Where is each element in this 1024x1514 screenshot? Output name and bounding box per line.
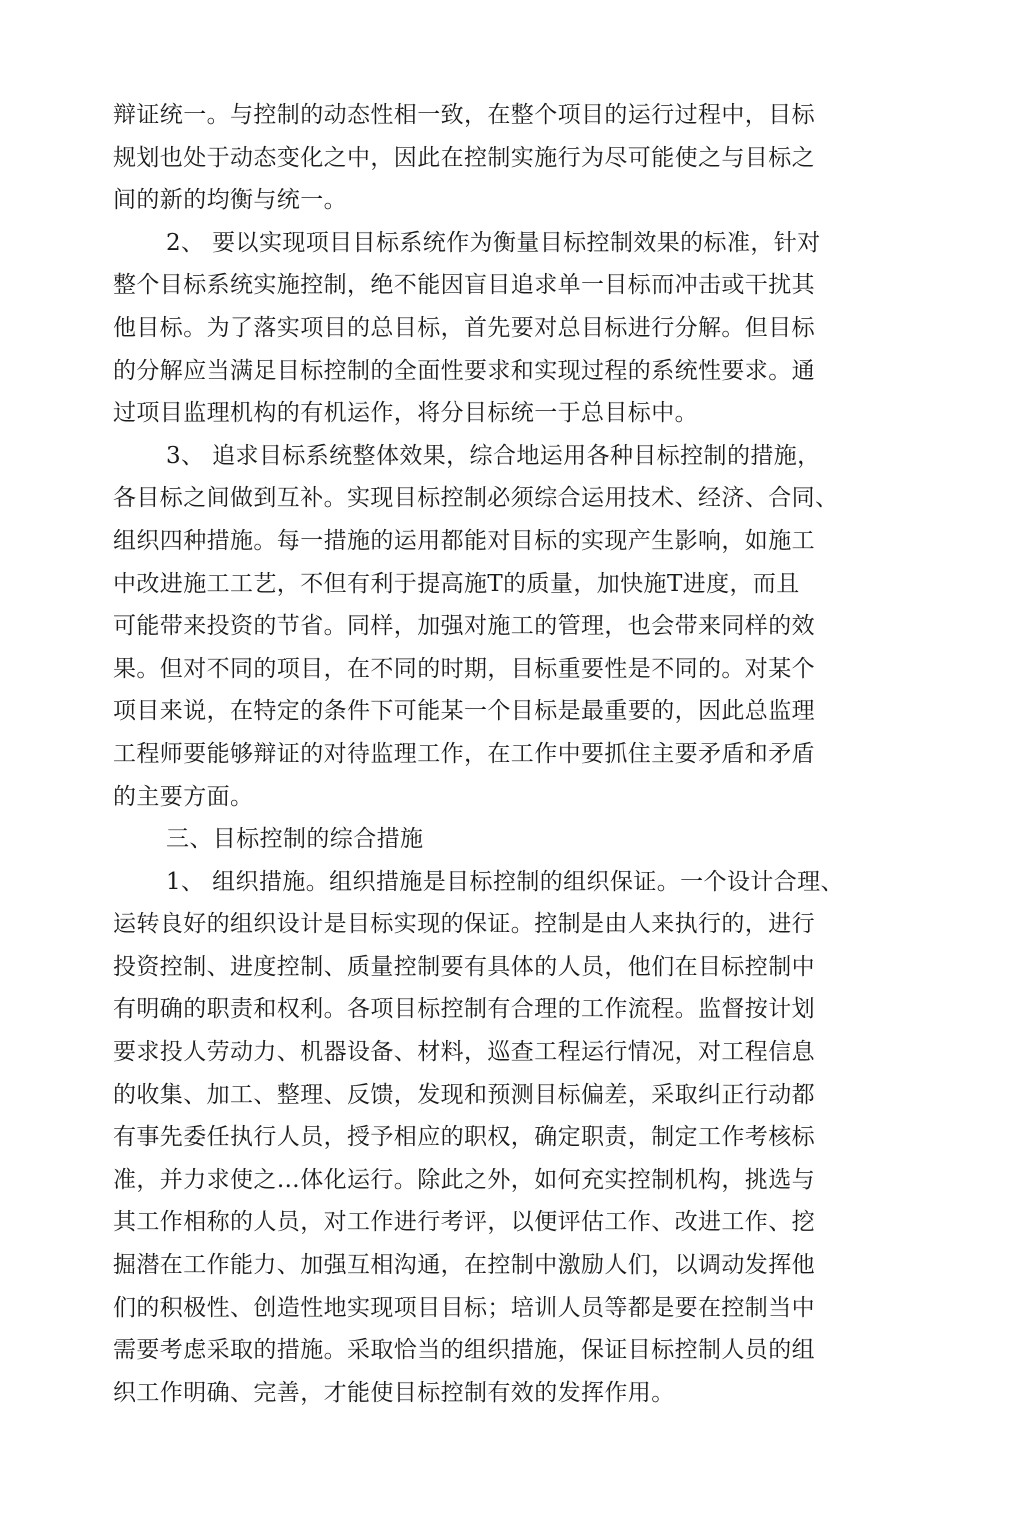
- text-line: 间的新的均衡与统一。: [113, 187, 347, 214]
- text-line: 织工作明确、完善，才能使目标控制有效的发挥作用。: [113, 1379, 675, 1406]
- text-line: 他目标。为了落实项目的总目标，首先要对总目标进行分解。但目标: [113, 314, 815, 341]
- text-line: 1、 组织措施。组织措施是目标控制的组织保证。一个设计合理、: [166, 868, 844, 895]
- text-line: 的收集、加工、整理、反馈，发现和预测目标偏差，采取纠正行动都: [113, 1081, 815, 1108]
- text-line: 中改进施工工艺，不但有利于提高施T的质量，加快施T进度，而且: [113, 570, 800, 597]
- text-line: 需要考虑采取的措施。采取恰当的组织措施，保证目标控制人员的组: [113, 1337, 815, 1364]
- document-body: [113, 94, 893, 1414]
- text-line: 项目来说，在特定的条件下可能某一个目标是最重要的，因此总监理: [113, 698, 815, 725]
- text-line: 运转良好的组织设计是目标实现的保证。控制是由人来执行的，进行: [113, 911, 815, 938]
- text-line: 2、 要以实现项目目标系统作为衡量目标控制效果的标准，针对: [166, 229, 821, 256]
- text-line: 辩证统一。与控制的动态性相一致，在整个项目的运行过程中，目标: [113, 102, 815, 128]
- text-line: 其工作相称的人员，对工作进行考评，以便评估工作、改进工作、挖: [113, 1209, 815, 1236]
- text-line: 要求投人劳动力、机器设备、材料，巡查工程运行情况，对工程信息: [113, 1039, 815, 1066]
- text-line: 准，并力求使之…体化运行。除此之外，如何充实控制机构，挑选与: [113, 1166, 815, 1193]
- text-line: 的分解应当满足目标控制的全面性要求和实现过程的系统性要求。通: [113, 357, 815, 384]
- text-line: 可能带来投资的节省。同样，加强对施工的管理，也会带来同样的效: [113, 613, 815, 640]
- text-line: 各目标之间做到互补。实现目标控制必须综合运用技术、经济、合同、: [113, 485, 839, 512]
- text-line: 有事先委任执行人员，授予相应的职权，确定职责，制定工作考核标: [113, 1124, 815, 1151]
- text-line: 们的积极性、创造性地实现项目目标；培训人员等都是要在控制当中: [113, 1294, 815, 1321]
- text-line: 果。但对不同的项目，在不同的时期，目标重要性是不同的。对某个: [113, 655, 815, 682]
- text-line: 工程师要能够辩证的对待监理工作，在工作中要抓住主要矛盾和矛盾: [113, 740, 815, 767]
- text-line: 过项目监理机构的有机运作，将分目标统一于总目标中。: [113, 400, 698, 427]
- text-line: 有明确的职责和权利。各项目标控制有合理的工作流程。监督按计划: [113, 996, 815, 1023]
- text-line: 整个目标系统实施控制，绝不能因盲目追求单一目标而冲击或干扰其: [113, 272, 815, 299]
- text-line: 投资控制、进度控制、质量控制要有具体的人员，他们在目标控制中: [113, 953, 815, 980]
- text-line: 3、 追求目标系统整体效果，综合地运用各种目标控制的措施，: [166, 442, 821, 469]
- text-line: 的主要方面。: [113, 783, 254, 810]
- text-line: 组织四种措施。每一措施的运用都能对目标的实现产生影响，如施工: [113, 527, 815, 554]
- text-line: 掘潜在工作能力、加强互相沟通，在控制中激励人们，以调动发挥他: [113, 1252, 815, 1279]
- text-line: 规划也处于动态变化之中，因此在控制实施行为尽可能使之与目标之: [113, 144, 815, 171]
- section-heading: 三、目标控制的综合措施: [166, 826, 424, 853]
